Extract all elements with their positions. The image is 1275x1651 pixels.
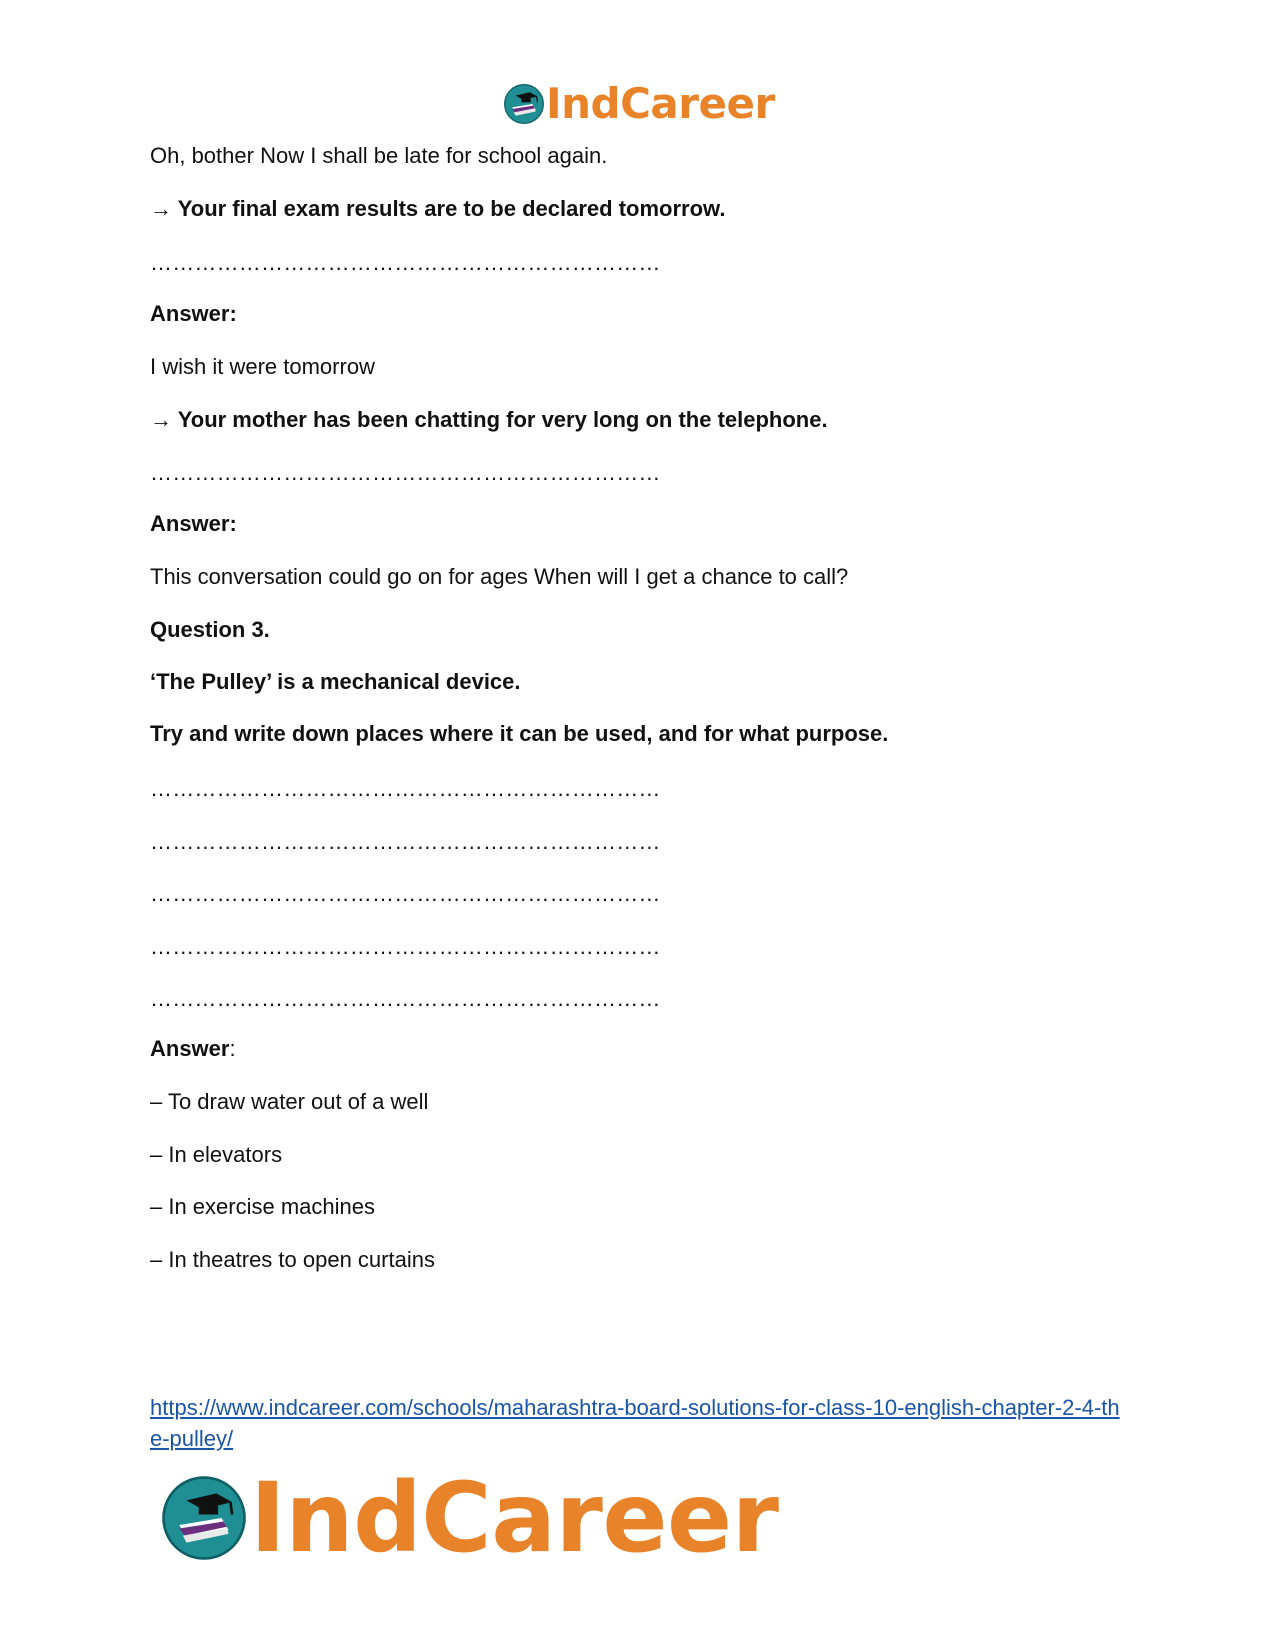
text-line: Oh, bother Now I shall be late for school again. [150, 143, 608, 168]
list-item: – In exercise machines [150, 1194, 375, 1219]
list-item: – In elevators [150, 1142, 283, 1167]
globe-book-icon [503, 83, 545, 125]
answer-blank-line: …………………………………………………………… [150, 881, 661, 906]
question-3-title: Question 3. [150, 617, 270, 642]
answer-blank-line: …………………………………………………………… [150, 934, 661, 959]
answer-label: Answer: [150, 511, 237, 536]
list-item: – To draw water out of a well [150, 1089, 429, 1114]
question-mother-telephone: → Your mother has been chatting for very long on the telephone. [150, 407, 828, 432]
globe-book-icon [160, 1474, 248, 1562]
footer-logo [160, 1462, 779, 1574]
source-url-link[interactable]: https://www.indcareer.com/schools/maharashtra-board-solutions-for-class-10-english-chapter-2-4-the-pulley/ [150, 1395, 1120, 1451]
header-logo [503, 80, 775, 128]
answer-text: This conversation could go on for ages When will I get a chance to call? [150, 564, 849, 589]
answer-blank-line: …………………………………………………………… [150, 460, 661, 485]
answer-label: Answer: [150, 301, 237, 326]
question-exam-results: → Your final exam results are to be declared tomorrow. [150, 196, 726, 221]
answer-3-label-row [150, 1036, 236, 1062]
answer-blank-line: …………………………………………………………… [150, 776, 661, 801]
answer-blank-line: …………………………………………………………… [150, 829, 661, 854]
question-3-line-1: ‘The Pulley’ is a mechanical device. [150, 669, 521, 694]
brand-wordmark: IndCareer [250, 1462, 779, 1574]
answer-3-label: Answer [150, 1036, 230, 1061]
question-3-line-2: Try and write down places where it can be used, and for what purpose. [150, 721, 889, 746]
brand-wordmark: IndCareer [546, 79, 775, 128]
list-item: – In theatres to open curtains [150, 1247, 435, 1272]
answer-blank-line: …………………………………………………………… [150, 986, 661, 1011]
answer-text: I wish it were tomorrow [150, 354, 375, 379]
answer-3-colon: : [229, 1036, 236, 1061]
answer-blank-line: …………………………………………………………… [150, 250, 661, 275]
